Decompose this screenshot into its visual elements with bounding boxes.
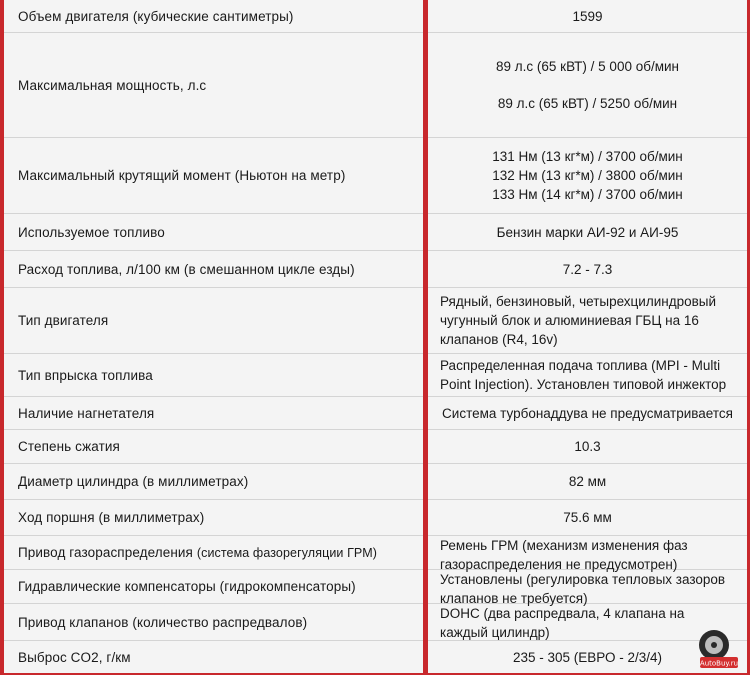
spec-label: Объем двигателя (кубические сантиметры) (18, 8, 294, 24)
table-row (4, 33, 747, 138)
spec-label: Используемое топливо (18, 224, 165, 240)
spec-label: Гидравлические компенсаторы (гидрокомпенсаторы) (18, 579, 356, 594)
table-row (4, 430, 747, 464)
spec-label: Привод газораспределения (система фазорегуляции ГРМ) (18, 545, 378, 560)
spec-label: Максимальная мощность, л.с (18, 77, 207, 93)
spec-label: Тип двигателя (18, 313, 109, 328)
spec-label: Максимальный крутящий момент (Ньютон на метр) (18, 168, 346, 183)
spec-value: Бензин марки АИ-92 и АИ-95 (496, 224, 679, 240)
spec-label-note: (система фазорегуляции ГРМ) (196, 545, 378, 560)
spec-label: Расход топлива, л/100 км (в смешанном цикле езды) (18, 261, 355, 277)
spec-label: Ход поршня (в миллиметрах) (18, 510, 205, 525)
spec-label: Выброс CO2, г/км (18, 649, 131, 665)
table-row (4, 0, 747, 33)
logo-text: AutoBuy.ru (699, 659, 739, 668)
spec-value: 131 Нм (13 кг*м) / 3700 об/мин 132 Нм (13 кг*м) / 3800 об/мин 133 Нм (14 кг*м) / 3700 об/мин (492, 149, 683, 202)
table-row (4, 570, 747, 604)
spec-value: Установлены (регулировка тепловых зазоров клапанов не требуется) (440, 572, 726, 606)
spec-value: 235 - 305 (ЕВРО - 2/3/4) (512, 649, 663, 665)
spec-value: Ремень ГРМ (механизм изменения фаз газораспределения не предусмотрен) (440, 538, 688, 572)
spec-value: 7.2 - 7.3 (562, 261, 613, 277)
table-row (4, 536, 747, 570)
column-divider (423, 0, 428, 673)
spec-value: Система турбонаддува не предусматривается (442, 405, 733, 421)
table-row (4, 641, 747, 673)
car-wheel-icon (692, 628, 742, 670)
spec-value: 75.6 мм (563, 510, 612, 525)
spec-label: Диаметр цилиндра (в миллиметрах) (18, 474, 249, 489)
spec-label: Наличие нагнетателя (18, 405, 155, 421)
spec-value: 10.3 (574, 439, 601, 454)
spec-label: Привод клапанов (количество распредвалов) (18, 614, 308, 630)
table-row (4, 500, 747, 536)
spec-value: 89 л.с (65 кВТ) / 5 000 об/мин 89 л.с (65 кВТ) / 5250 об/мин (496, 59, 679, 111)
spec-value: Рядный, бензиновый, четырехцилиндровый чугунный блок и алюминиевая ГБЦ на 16 клапанов (R4, 16v) (440, 294, 717, 347)
spec-label: Степень сжатия (18, 439, 120, 454)
table-row (4, 397, 747, 430)
table-row (4, 464, 747, 500)
table-row (4, 604, 747, 641)
spec-value: Распределенная подача топлива (MPI - Multi Point Injection). Установлен типовой инжектор (440, 358, 727, 392)
spec-label: Тип впрыска топлива (18, 367, 153, 383)
spec-value: 1599 (572, 8, 603, 24)
table-row (4, 214, 747, 251)
table-row (4, 251, 747, 288)
autobuy-logo (692, 628, 742, 670)
table-row (4, 288, 747, 354)
spec-value: DOHC (два распредвала, 4 клапана на каждый цилиндр) (440, 606, 685, 640)
spec-value: 82 мм (568, 474, 607, 489)
table-row (4, 354, 747, 397)
table-row (4, 138, 747, 214)
